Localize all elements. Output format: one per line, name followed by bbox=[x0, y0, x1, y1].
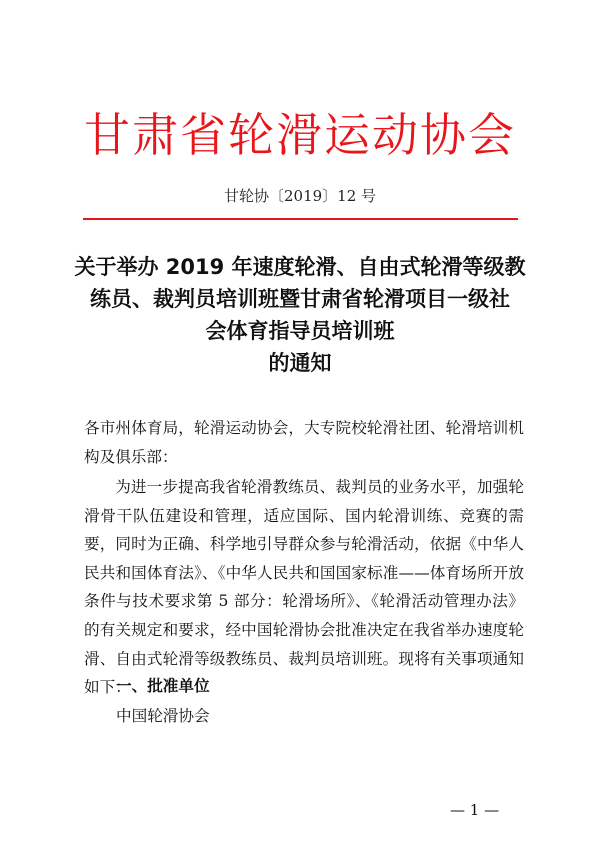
section-heading: 一、批准单位 bbox=[116, 677, 210, 695]
document-number: 甘轮协〔2019〕12 号 bbox=[223, 187, 377, 205]
organization-header: 甘肃省轮滑运动协会 bbox=[84, 108, 516, 162]
title-line: 会体育指导员培训班 bbox=[205, 319, 395, 343]
body-paragraph: 为进一步提高我省轮滑教练员、裁判员的业务水平，加强轮滑骨干队伍建设和管理，适应国际、国内轮滑训练、竞赛的需要，同时为正确、科学地引导群众参与轮滑活动，依据《中华人民共和国体育法》、《中华人民共和国国家标准——体育场所开放条件与技术要求第 5 部分：轮滑场所》、《轮滑活动管理办法》的有关规定和要求，经中国轮滑协会批准决定在我省举办速度轮滑、自由式轮滑等级教练员、裁判员培训班。现将有关事项通知如下： bbox=[84, 478, 524, 697]
red-divider-line bbox=[83, 218, 518, 220]
title-line: 关于举办 2019 年速度轮滑、自由式轮滑等级教 bbox=[74, 255, 526, 279]
section-content: 中国轮滑协会 bbox=[116, 707, 210, 725]
title-line: 的通知 bbox=[268, 351, 332, 375]
document-title bbox=[0, 251, 600, 379]
page-number: — 1 — bbox=[450, 801, 500, 819]
salutation: 各市州体育局，轮滑运动协会，大专院校轮滑社团、轮滑培训机构及俱乐部： bbox=[84, 419, 524, 466]
title-line: 练员、裁判员培训班暨甘肃省轮滑项目一级社 bbox=[90, 287, 510, 311]
